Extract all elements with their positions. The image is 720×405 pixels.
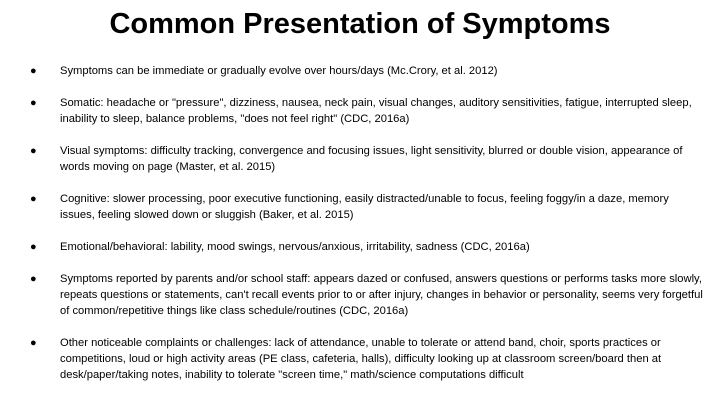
bullet-dot-icon: ●: [30, 337, 37, 349]
bullet-dot-icon: ●: [30, 97, 37, 109]
bullet-list: [30, 63, 705, 399]
bullet-dot-icon: ●: [30, 273, 37, 285]
bullet-text: Symptoms can be immediate or gradually evolve over hours/days (Mc.Crory, et al. 2012): [60, 65, 498, 77]
bullet-item: [30, 191, 705, 223]
bullet-text: Visual symptoms: difficulty tracking, convergence and focusing issues, light sensitivity, blurred or double vision, appearance of words moving on page (Master, et al. 2015): [60, 145, 683, 173]
bullet-text: Symptoms reported by parents and/or school staff: appears dazed or confused, answers questions or performs tasks more slowly, repeats questions or statements, can't recall events prior to or after injury, changes in behavior or personality, seems very forgetful of common/repetitive things like class schedule/routines (CDC, 2016a): [60, 273, 703, 317]
bullet-dot-icon: ●: [30, 65, 37, 77]
bullet-text: Emotional/behavioral: lability, mood swings, nervous/anxious, irritability, sadness (CDC, 2016a): [60, 241, 530, 253]
bullet-item: [30, 335, 705, 383]
bullet-text: Cognitive: slower processing, poor executive functioning, easily distracted/unable to focus, feeling foggy/in a daze, memory issues, feeling slowed down or sluggish (Baker, et al. 2015): [60, 193, 669, 221]
bullet-item: [30, 63, 705, 79]
bullet-dot-icon: ●: [30, 241, 37, 253]
bullet-dot-icon: ●: [30, 193, 37, 205]
bullet-text: Other noticeable complaints or challenges: lack of attendance, unable to tolerate or attend band, choir, sports practices or competitions, loud or high activity areas (PE class, cafeteria, halls), difficulty looking up at classroom screen/board then at desk/paper/taking notes, inability to tolerate "screen time," math/science computations difficult: [60, 337, 662, 381]
bullet-item: [30, 95, 705, 127]
bullet-item: [30, 239, 705, 255]
bullet-text: Somatic: headache or "pressure", dizziness, nausea, neck pain, visual changes, auditory sensitivities, fatigue, interrupted sleep, inability to sleep, balance problems, "does not feel right" (CDC, 2016a): [60, 97, 692, 125]
slide-title: Common Presentation of Symptoms: [109, 8, 611, 40]
bullet-dot-icon: ●: [30, 145, 37, 157]
bullet-item: [30, 143, 705, 175]
bullet-item: [30, 271, 705, 319]
